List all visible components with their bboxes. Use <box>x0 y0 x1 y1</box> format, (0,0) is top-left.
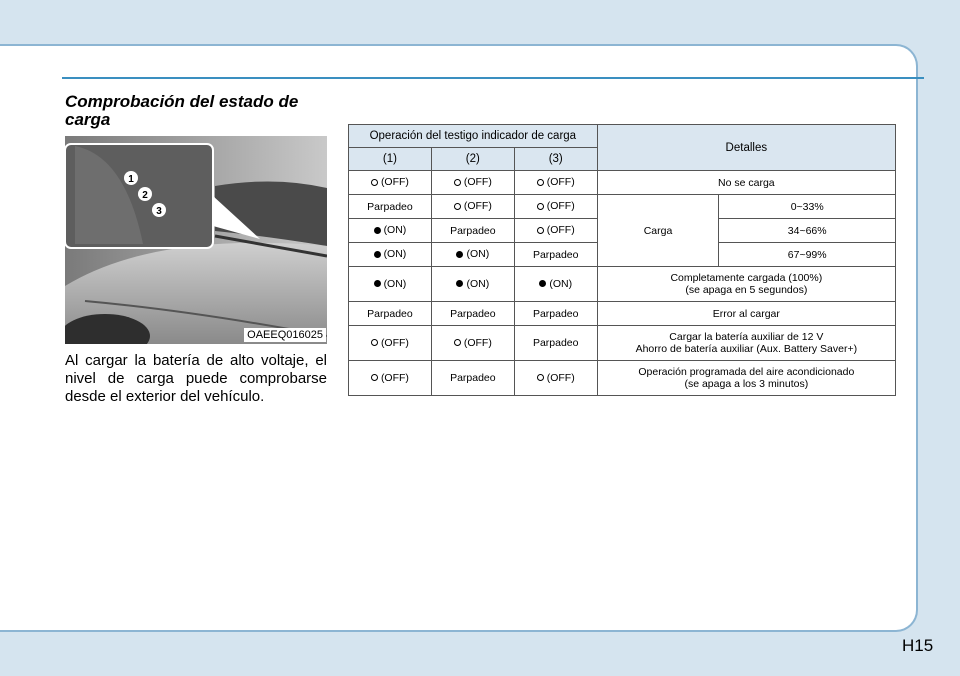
header-indicator-operation: Operación del testigo indicador de carga <box>349 125 598 148</box>
photo-code: OAEEQ016025 <box>244 328 326 342</box>
indicator-on-icon <box>374 251 381 258</box>
page-number: H15 <box>902 636 934 655</box>
charging-indicator-photo <box>65 136 327 344</box>
indicator-off-icon <box>454 203 461 210</box>
header-col-1: (1) <box>349 148 432 171</box>
table-row: Parpadeo (OFF) (OFF) Carga 0~33% <box>349 195 896 219</box>
indicator-on-icon <box>374 280 381 287</box>
marker-2: 2 <box>142 190 148 201</box>
indicator-off-icon <box>454 179 461 186</box>
marker-1: 1 <box>128 174 134 185</box>
table-row: (ON) (ON) Parpadeo 67~99% <box>349 243 896 267</box>
header-details: Detalles <box>597 125 895 171</box>
indicator-off-icon <box>371 339 378 346</box>
charging-status-table <box>348 124 896 396</box>
table-row: (OFF) (OFF) Parpadeo Cargar la batería auxiliar de 12 V Ahorro de batería auxiliar (Aux. Battery Saver+) <box>349 326 896 361</box>
indicator-off-icon <box>454 339 461 346</box>
indicator-off-icon <box>537 227 544 234</box>
table-row: (OFF) Parpadeo (OFF) Operación programada del aire acondicionado (se apaga a los 3 minutos) <box>349 361 896 396</box>
table-row: (ON) (ON) (ON) Completamente cargada (100%) (se apaga en 5 segundos) <box>349 267 896 302</box>
table-header-row <box>349 125 896 148</box>
marker-3: 3 <box>156 206 162 217</box>
header-rule <box>62 77 924 79</box>
indicator-on-icon <box>456 280 463 287</box>
indicator-off-icon <box>371 374 378 381</box>
table-row: (ON) Parpadeo (OFF) 34~66% <box>349 219 896 243</box>
header-col-3: (3) <box>514 148 597 171</box>
indicator-off-icon <box>537 179 544 186</box>
table-row: (OFF) (OFF) (OFF) No se carga <box>349 171 896 195</box>
carga-cell: Carga <box>597 195 719 267</box>
indicator-off-icon <box>537 374 544 381</box>
indicator-on-icon <box>539 280 546 287</box>
car-illustration <box>65 136 327 344</box>
indicator-off-icon <box>537 203 544 210</box>
indicator-on-icon <box>374 227 381 234</box>
section-title: Comprobación del estado de carga <box>65 92 299 129</box>
header-col-2: (2) <box>431 148 514 171</box>
indicator-on-icon <box>456 251 463 258</box>
table-row: Parpadeo Parpadeo Parpadeo Error al cargar <box>349 302 896 326</box>
indicator-off-icon <box>371 179 378 186</box>
section-description: Al cargar la batería de alto voltaje, el nivel de carga puede comprobarse desde el exterior del vehículo. <box>65 352 327 405</box>
